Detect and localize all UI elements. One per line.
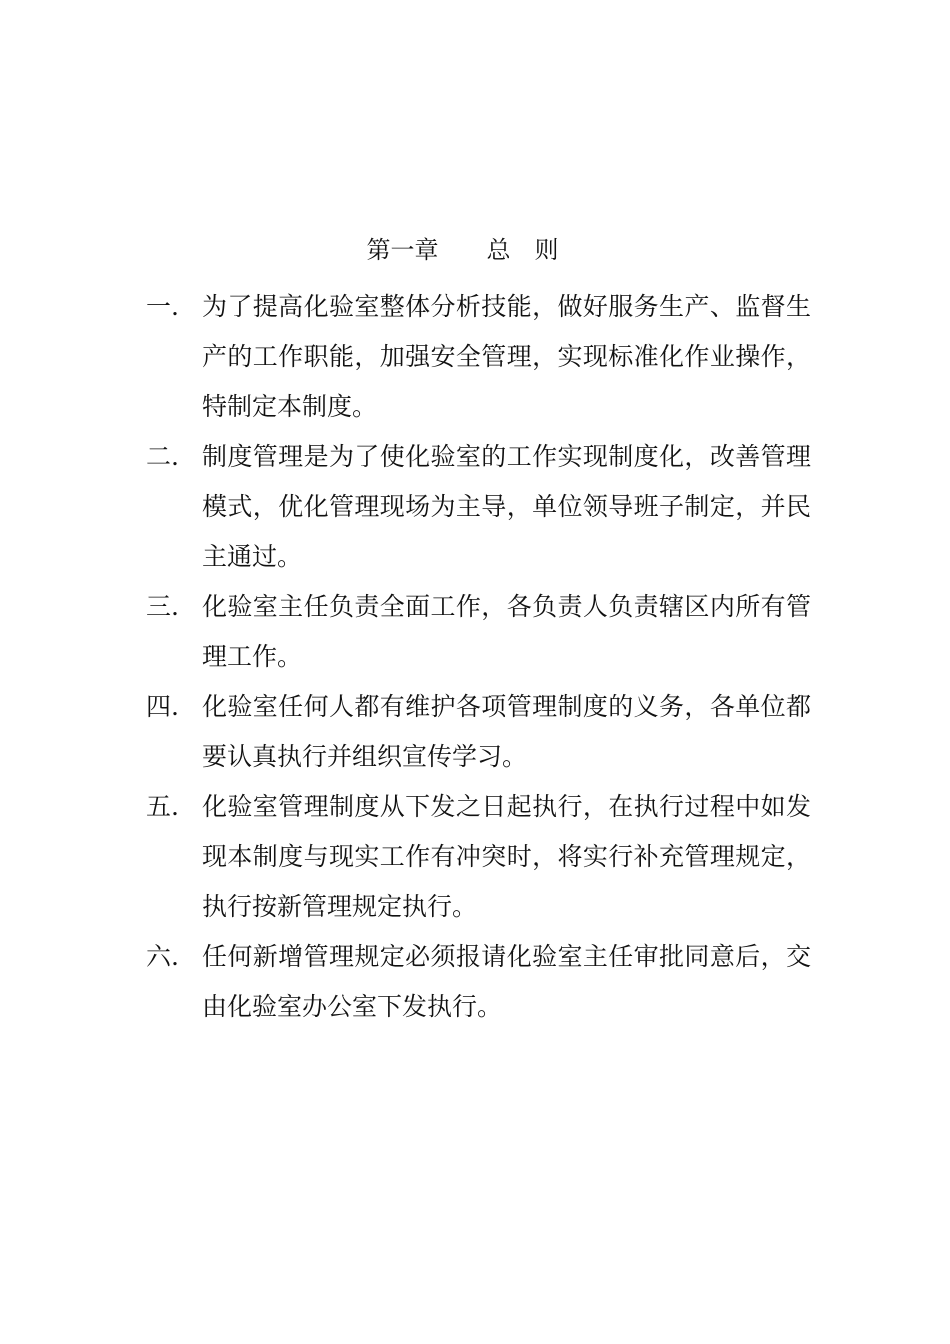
article-1 [146, 282, 811, 432]
article-3 [146, 582, 811, 682]
article-number: 二. [146, 442, 179, 471]
article-4 [146, 682, 811, 782]
article-text: 化验室主任负责全面工作，各负责人负责辖区内所有管理工作。 [202, 592, 811, 671]
article-text: 任何新增管理规定必须报请化验室主任审批同意后，交由化验室办公室下发执行。 [202, 942, 811, 1021]
article-number: 六. [146, 942, 179, 971]
article-6 [146, 932, 811, 1032]
article-2 [146, 432, 811, 582]
article-number: 一. [146, 292, 179, 321]
article-number: 三. [146, 592, 179, 621]
article-text: 化验室任何人都有维护各项管理制度的义务，各单位都要认真执行并组织宣传学习。 [202, 692, 811, 771]
article-list [146, 282, 811, 1032]
article-text: 制度管理是为了使化验室的工作实现制度化，改善管理模式，优化管理现场为主导，单位领导班子制定，并民主通过。 [202, 442, 811, 571]
article-number: 五. [146, 792, 179, 821]
article-5 [146, 782, 811, 932]
chapter-title: 第一章 总 则 [366, 236, 559, 264]
article-text: 为了提高化验室整体分析技能，做好服务生产、监督生产的工作职能，加强安全管理，实现标准化作业操作，特制定本制度。 [202, 292, 811, 421]
article-text: 化验室管理制度从下发之日起执行，在执行过程中如发现本制度与现实工作有冲突时，将实行补充管理规定，执行按新管理规定执行。 [202, 792, 811, 921]
article-number: 四. [146, 692, 179, 721]
